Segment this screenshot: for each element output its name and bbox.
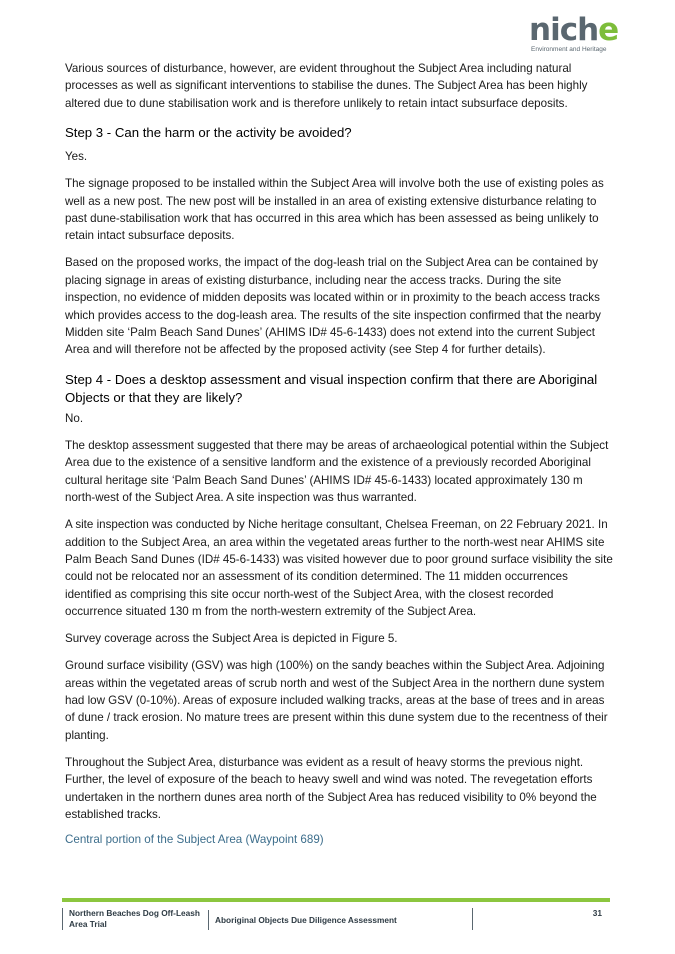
step3-paragraph: Based on the proposed works, the impact of the dog-leash trial on the Subject Area can be contained by placing signage in areas of existing disturbance, including near the access tracks. During the site inspection, no evidence of midden deposits was located within or in proximity to the beach access tracks which provides access to the dog-leash area. The results of the site inspection confirmed that the nearby Midden site ‘Palm Beach Sand Dunes’ (AHIMS ID# 45-6-1433) does not extend into the current Subject Area and will therefore not be affected by the proposed activity (see Step 4 for further details). [65, 256, 601, 357]
footer-separator [472, 908, 473, 930]
step4-paragraph: Ground surface visibility (GSV) was high (100%) on the sandy beaches within the Subject Area. Adjoining areas within the vegetated areas of scrub north and west of the Subject Area in the northern dune system had low GSV (0-10%). Areas of exposure included walking tracks, areas at the base of trees and in areas of dune / track erosion. No mature trees are present within this dune system due to the recentness of their planting. [65, 659, 608, 742]
logo-wordmark: niche [529, 12, 619, 48]
footer-report-title: Aboriginal Objects Due Diligence Assessment [208, 910, 397, 930]
page-number: 31 [592, 908, 602, 918]
step4-answer: No. [65, 411, 84, 425]
step4-heading: Step 4 - Does a desktop assessment and visual inspection confirm that there are Aboriginal Objects or that they are likely? [65, 371, 598, 405]
step4-paragraph: Survey coverage across the Subject Area is depicted in Figure 5. [65, 632, 398, 646]
step4-paragraph: The desktop assessment suggested that there may be areas of archaeological potential within the Subject Area due to the existence of a sensitive landform and the existence of a previously recorded Aboriginal cultural heritage site ‘Palm Beach Sand Dunes’ (AHIMS ID# 45-6-1433) located approximately 130 m north-west of the Subject Area. A site inspection was thus warranted. [65, 438, 609, 505]
footer-divider [62, 898, 610, 902]
footer-project-line1: Northern Beaches Dog Off-Leash [69, 908, 200, 918]
step3-paragraph: The signage proposed to be installed within the Subject Area will involve both the use of existing poles as well as a new post. The new post will be installed in an area of existing extensive disturbance relating to past dune-stabilisation work that has occurred in this area which has been assessed as being unlikely to retain intact subsurface deposits. [65, 177, 604, 243]
figure-caption: Central portion of the Subject Area (Waypoint 689) [65, 832, 324, 846]
intro-paragraph: Various sources of disturbance, however, are evident throughout the Subject Area including natural processes as well as significant interventions to stabilise the dunes. The Subject Area has been highly altered due to dune stabilisation work and is therefore unlikely to retain intact subsurface deposits. [65, 62, 588, 110]
step4-paragraph: Throughout the Subject Area, disturbance was evident as a result of heavy storms the previous night. Further, the level of exposure of the beach to heavy swell and wind was noted. The revegetation efforts undertaken in the northern dunes area north of the Subject Area has reduced visibility to 0% beyond the established tracks. [65, 755, 597, 821]
step4-paragraph: A site inspection was conducted by Niche heritage consultant, Chelsea Freeman, on 22 February 2021. In addition to the Subject Area, an area within the vegetated areas further to the north-west near AHIMS site Palm Beach Sand Dunes (ID# 45-6-1433) was visited however due to poor ground surface visibility the site could not be relocated nor an assessment of its condition determined. The 11 midden occurrences identified as comprising this site occur north-west of the Subject Area, with the closest recorded occurrence situated 130 m from the north-western extremity of the Subject Area. [65, 518, 613, 619]
page-footer [62, 908, 610, 934]
step3-heading: Step 3 - Can the harm or the activity be avoided? [65, 125, 352, 141]
logo-tagline: Environment and Heritage [531, 46, 607, 53]
step3-answer: Yes. [65, 150, 88, 164]
footer-project-line2: Area Trial [69, 919, 107, 929]
niche-logo [529, 12, 619, 56]
document-body [65, 60, 613, 846]
footer-project [62, 908, 215, 930]
